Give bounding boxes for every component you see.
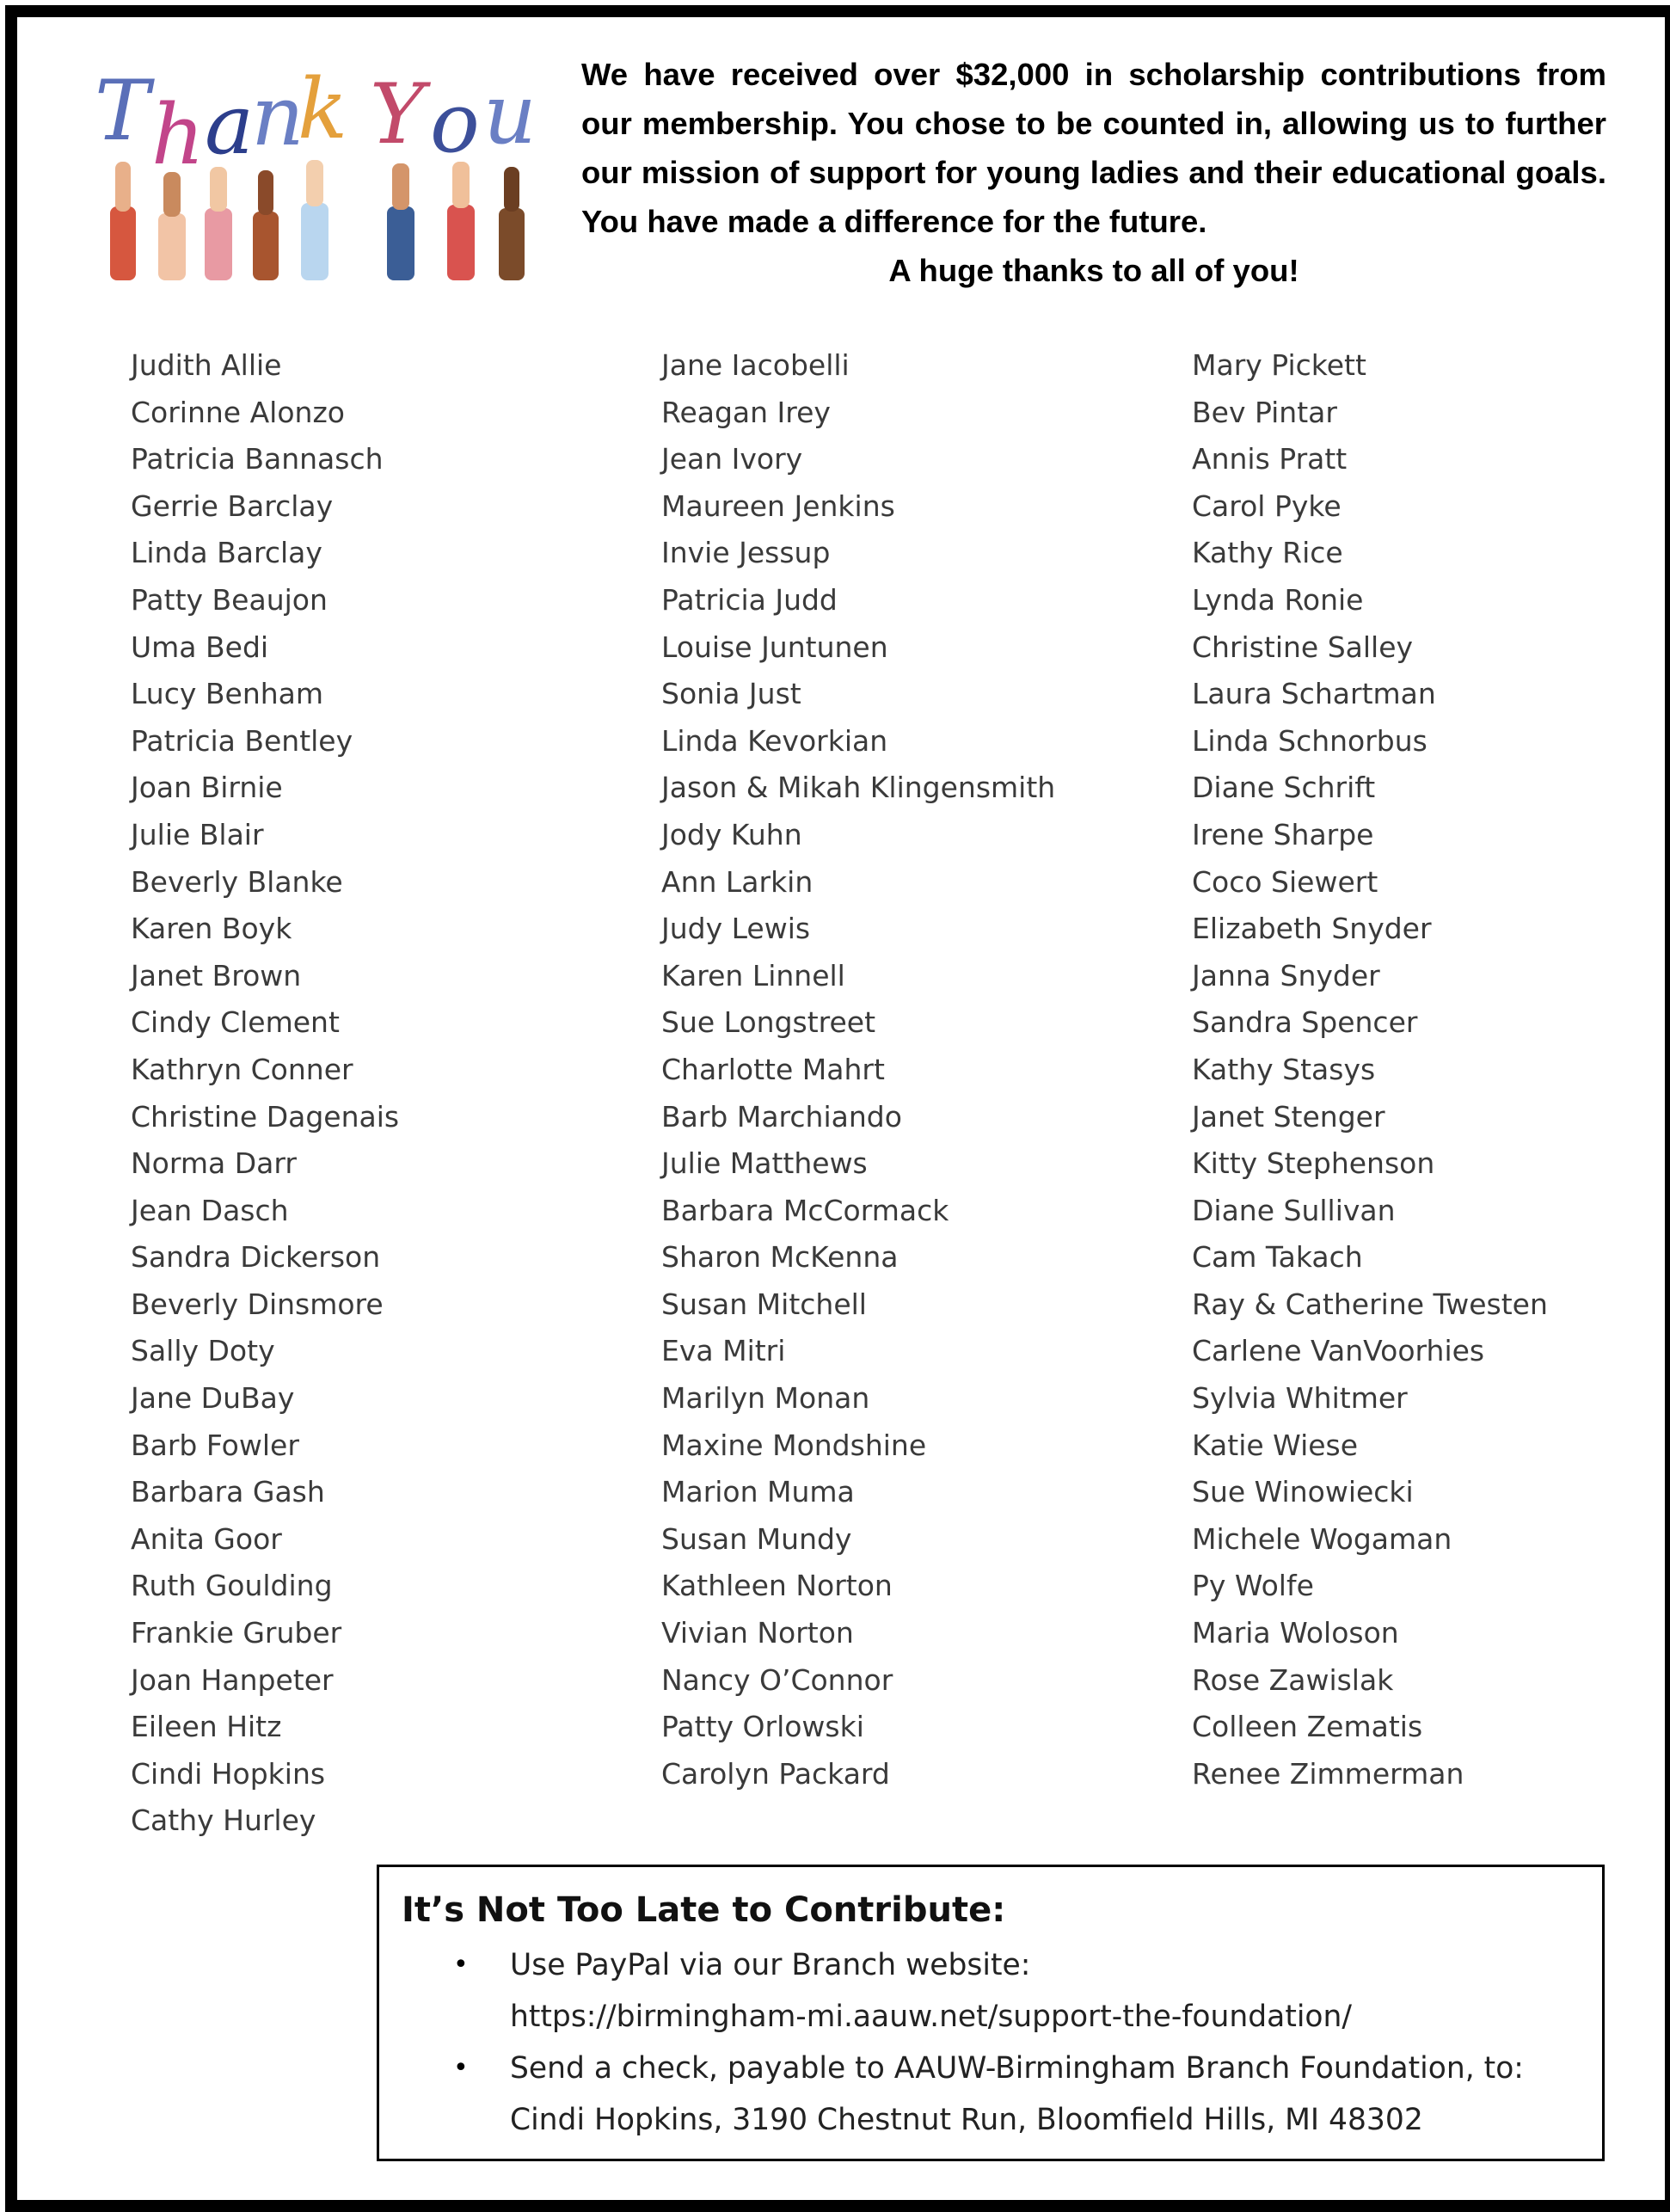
contributor-name: Barbara Gash	[131, 1475, 325, 1509]
contributor-name: Frankie Gruber	[131, 1616, 342, 1650]
contributor-name: Janet Stenger	[1192, 1099, 1385, 1134]
contributor-name: Katie Wiese	[1192, 1428, 1359, 1462]
contributor-name: Charlotte Mahrt	[661, 1052, 885, 1086]
contributor-name: Beverly Blanke	[131, 864, 343, 899]
letter-n: n	[251, 68, 304, 164]
contributor-name: Coco Siewert	[1192, 864, 1378, 899]
contribute-title: It’s Not Too Late to Contribute:	[402, 1890, 1006, 1930]
letter-o: o	[430, 75, 480, 171]
letter-a: a	[205, 77, 255, 173]
mailing-address: Cindi Hopkins, 3190 Chestnut Run, Bloomfield Hills, MI 48302	[510, 2103, 1423, 2137]
contributor-name: Sandra Dickerson	[131, 1240, 381, 1275]
contributor-name: Eileen Hitz	[131, 1710, 282, 1744]
contributor-name: Py Wolfe	[1192, 1569, 1314, 1603]
contributor-name: Christine Salley	[1192, 630, 1414, 664]
thank-you-illustration	[95, 60, 559, 284]
contributor-name: Susan Mitchell	[661, 1287, 867, 1321]
contributor-name: Maureen Jenkins	[661, 488, 895, 523]
bullet-icon: •	[453, 2053, 469, 2083]
letter-u: u	[483, 66, 537, 163]
contributor-name: Janna Snyder	[1192, 958, 1380, 992]
names-column-2	[661, 342, 1055, 1797]
contributor-name: Sylvia Whitmer	[1192, 1381, 1408, 1416]
letter-y: Y	[370, 66, 425, 163]
contributor-name: Patricia Bentley	[131, 723, 353, 758]
contributor-name: Joan Hanpeter	[131, 1662, 334, 1697]
contributor-name: Linda Barclay	[131, 536, 322, 570]
contributor-name: Barb Fowler	[131, 1428, 299, 1462]
contributor-name: Reagan Irey	[661, 395, 831, 429]
letter-k: k	[298, 61, 348, 157]
contribute-box	[377, 1865, 1605, 2161]
contributor-name: Lucy Benham	[131, 677, 324, 711]
contributor-name: Diane Sullivan	[1192, 1193, 1396, 1227]
contributor-name: Barb Marchiando	[661, 1099, 902, 1134]
contributor-name: Judith Allie	[131, 348, 282, 382]
contributor-name: Julie Matthews	[661, 1146, 868, 1181]
contributor-name: Jody Kuhn	[661, 817, 802, 851]
contributor-name: Laura Schartman	[1192, 677, 1436, 711]
contributor-name: Sonia Just	[661, 677, 801, 711]
names-column-1	[131, 342, 399, 1845]
contributor-name: Susan Mundy	[661, 1521, 852, 1556]
contributor-name: Jason & Mikah Klingensmith	[661, 771, 1056, 805]
contributor-name: Christine Dagenais	[131, 1099, 400, 1134]
contributor-name: Cathy Hurley	[131, 1803, 316, 1838]
contributor-name: Judy Lewis	[661, 912, 811, 946]
contributor-name: Uma Bedi	[131, 630, 269, 664]
contributor-name: Anita Goor	[131, 1521, 282, 1556]
contributor-name: Kathryn Conner	[131, 1052, 353, 1086]
contributor-name: Renee Zimmerman	[1192, 1756, 1464, 1791]
letter-h: h	[151, 87, 205, 183]
contributor-name: Cam Takach	[1192, 1240, 1363, 1275]
check-instruction: Send a check, payable to AAUW-Birmingham Branch Foundation, to:	[510, 2051, 1524, 2086]
contributor-name: Kitty Stephenson	[1192, 1146, 1435, 1181]
contributor-name: Michele Wogaman	[1192, 1521, 1452, 1556]
contributor-name: Elizabeth Snyder	[1192, 912, 1432, 946]
contributor-name: Maria Woloson	[1192, 1616, 1399, 1650]
contributor-name: Lynda Ronie	[1192, 582, 1364, 617]
contributor-name: Linda Kevorkian	[661, 723, 888, 758]
flyer-page	[5, 5, 1670, 2212]
contributor-name: Joan Birnie	[131, 771, 283, 805]
paypal-instruction: Use PayPal via our Branch website:	[510, 1948, 1031, 1982]
contributor-name: Janet Brown	[131, 958, 302, 992]
contributor-name: Bev Pintar	[1192, 395, 1337, 429]
contributor-name: Rose Zawislak	[1192, 1662, 1394, 1697]
branch-website-link[interactable]: https://birmingham-mi.aauw.net/support-the-foundation/	[510, 2000, 1353, 2034]
contributor-name: Eva Mitri	[661, 1334, 786, 1368]
contributor-name: Mary Pickett	[1192, 348, 1366, 382]
contributor-name: Louise Juntunen	[661, 630, 888, 664]
contributor-name: Kathy Stasys	[1192, 1052, 1376, 1086]
contributor-name: Linda Schnorbus	[1192, 723, 1427, 758]
contribute-item-check	[402, 2043, 1580, 2146]
contributor-name: Gerrie Barclay	[131, 488, 334, 523]
contributor-name: Carol Pyke	[1192, 488, 1342, 523]
thank-you-logo	[95, 60, 559, 284]
contributor-name: Invie Jessup	[661, 536, 831, 570]
contributor-name: Marilyn Monan	[661, 1381, 870, 1416]
contributor-name: Vivian Norton	[661, 1616, 854, 1650]
contributor-name: Julie Blair	[131, 817, 264, 851]
contributor-name: Sue Winowiecki	[1192, 1475, 1414, 1509]
contributor-name: Diane Schrift	[1192, 771, 1376, 805]
contributor-name: Kathleen Norton	[661, 1569, 893, 1603]
contributor-name: Karen Boyk	[131, 912, 292, 946]
contributor-name: Nancy O’Connor	[661, 1662, 893, 1697]
contributor-name: Ann Larkin	[661, 864, 814, 899]
contributor-name: Beverly Dinsmore	[131, 1287, 384, 1321]
contributor-name: Cindi Hopkins	[131, 1756, 326, 1791]
contributor-name: Cindy Clement	[131, 1005, 340, 1040]
contributor-name: Maxine Mondshine	[661, 1428, 927, 1462]
contributor-name: Irene Sharpe	[1192, 817, 1374, 851]
contributor-name: Ray & Catherine Twesten	[1192, 1287, 1548, 1321]
intro-paragraph: We have received over $32,000 in scholarship contributions from our membership. You chose to be counted in, allowing us to further our mission of support for young ladies and their educational goals. You have made a difference for the future.	[581, 57, 1606, 239]
contributor-name: Barbara McCormack	[661, 1193, 949, 1227]
contributor-name: Patricia Judd	[661, 582, 838, 617]
contributor-name: Patty Beaujon	[131, 582, 328, 617]
contributor-name: Kathy Rice	[1192, 536, 1343, 570]
contributor-name: Sharon McKenna	[661, 1240, 899, 1275]
contributor-name: Jane DuBay	[131, 1381, 295, 1416]
contributor-name: Sally Doty	[131, 1334, 275, 1368]
contributor-name: Marion Muma	[661, 1475, 855, 1509]
intro-message	[581, 50, 1606, 295]
contribute-list	[402, 1939, 1580, 2146]
contributor-name: Karen Linnell	[661, 958, 845, 992]
contributor-name: Jean Ivory	[661, 442, 803, 476]
contributor-name: Carlene VanVoorhies	[1192, 1334, 1485, 1368]
names-column-3	[1192, 342, 1548, 1797]
contributor-name: Annis Pratt	[1192, 442, 1348, 476]
contributor-name: Jane Iacobelli	[661, 348, 850, 382]
contributor-name: Jean Dasch	[131, 1193, 289, 1227]
bullet-icon: •	[453, 1950, 469, 1980]
contributor-name: Patty Orlowski	[661, 1710, 864, 1744]
contributor-name: Carolyn Packard	[661, 1756, 890, 1791]
letter-t: T	[95, 63, 150, 159]
intro-thanks: A huge thanks to all of you!	[888, 253, 1299, 288]
contributor-name: Norma Darr	[131, 1146, 297, 1181]
contributor-name: Ruth Goulding	[131, 1569, 333, 1603]
contributor-name: Sandra Spencer	[1192, 1005, 1418, 1040]
contributor-name: Colleen Zematis	[1192, 1710, 1423, 1744]
contributor-name: Patricia Bannasch	[131, 442, 384, 476]
contributor-name: Corinne Alonzo	[131, 395, 345, 429]
contribute-item-paypal	[402, 1939, 1580, 2043]
contributor-name: Sue Longstreet	[661, 1005, 876, 1040]
